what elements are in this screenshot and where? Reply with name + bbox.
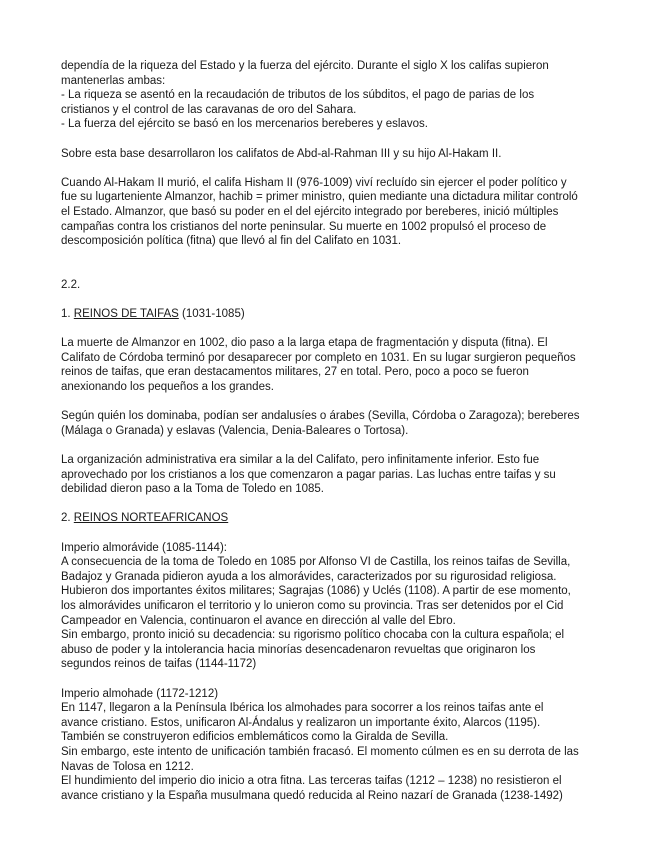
- paragraph-califatos: [61, 147, 609, 162]
- text-line: avance cristiano y la España musulmana quedó reducida al Reino nazarí de Granada (1238-1492): [61, 789, 563, 802]
- text-line: - La fuerza del ejército se basó en los mercenarios bereberes y eslavos.: [61, 118, 428, 131]
- text-line: Campeador en Valencia, continuaron el avance en dirección al valle del Ebro.: [61, 614, 456, 627]
- text-line: El hundimiento del imperio dio inicio a otra fitna. Las terceras taifas (1212 – 1238) no resistieron el: [61, 775, 562, 788]
- document-page: [61, 59, 609, 803]
- text-line: debilidad dieron paso a la Toma de Toledo en 1085.: [61, 483, 325, 496]
- text-line: Imperio almohade (1172-1212): [61, 687, 219, 700]
- text-line: dependía de la riqueza del Estado y la fuerza del ejército. Durante el siglo X los califas supieron: [61, 60, 549, 72]
- paragraph-organizacion: [61, 453, 609, 497]
- text-line: Sin embargo, pronto inició su decadencia: su rigorismo político chocaba con la cultura española; el: [61, 629, 565, 642]
- text-line: A consecuencia de la toma de Toledo en 1085 por Alfonso VI de Castilla, los reinos taifas de Sevilla,: [61, 556, 571, 569]
- text-line: Según quién los dominaba, podían ser andalusíes o árabes (Sevilla, Córdoba o Zaragoza); bereberes: [61, 410, 580, 423]
- paragraph-almanzor: [61, 176, 609, 249]
- text-line: Badajoz y Granada pidieron ayuda a los almorávides, caracterizados por su rigurosidad religiosa.: [61, 570, 557, 583]
- paragraph-fragmentacion: [61, 336, 609, 394]
- text-line: fue su lugarteniente Almanzor, hachib = primer ministro, quien mediante una dictadura militar controló: [61, 191, 578, 204]
- text-line: Sobre esta base desarrollaron los califatos de Abd-al-Rahman III y su hijo Al-Hakam II.: [61, 147, 502, 160]
- heading-reinos-de-taifas: [61, 307, 609, 322]
- heading-prefix: 2.: [61, 512, 74, 525]
- heading-suffix: (1031-1085): [178, 308, 245, 321]
- paragraph-almoravide: [61, 541, 609, 672]
- heading-prefix: 1.: [61, 308, 74, 321]
- text-line: Sin embargo, este intento de unificación también fracasó. El momento cúlmen es en su derrota de las: [61, 745, 579, 758]
- text-line: descomposición política (fitna) que llevó al fin del Califato en 1031.: [61, 235, 402, 248]
- paragraph-dominio: [61, 409, 609, 438]
- paragraph-almohade: [61, 687, 609, 804]
- text-line: Cuando Al-Hakam II murió, el califa Hisham II (976-1009) viví recluído sin ejercer el poder político y: [61, 176, 567, 189]
- text-line: el Estado. Almanzor, que basó su poder en el del ejército integrado por bereberes, inició múltiples: [61, 205, 559, 218]
- heading-title: REINOS DE TAIFAS: [73, 308, 179, 321]
- text-line: Hubieron dos importantes éxitos militares; Sagrajas (1086) y Uclés (1108). A partir de ese momento,: [61, 585, 571, 598]
- text-line: Imperio almorávide (1085-1144):: [61, 541, 227, 554]
- text-line: reinos de taifas, que eran destacamentos militares, 27 en total. Pero, poco a poco se fueron: [61, 366, 529, 379]
- heading-reinos-norteafricanos: [61, 511, 609, 526]
- text-line: Navas de Tolosa en 1212.: [61, 760, 194, 773]
- section-number: 2.2.: [61, 278, 81, 291]
- text-line: campañas contra los cristianos del norte peninsular. Su muerte en 1002 propulsó el proceso de: [61, 220, 547, 233]
- text-line: - La riqueza se asentó en la recaudación de tributos de los súbditos, el pago de parias de los: [61, 89, 535, 102]
- text-line: los almorávides unificaron el territorio y lo unieron como su provincia. Tras ser detenidos por el Cid: [61, 599, 564, 612]
- text-line: También se construyeron edificios emblemáticos como la Giralda de Sevilla.: [61, 731, 449, 744]
- text-line: mantenerlas ambas:: [61, 74, 166, 87]
- text-line: La muerte de Almanzor en 1002, dio paso a la larga etapa de fragmentación y disputa (fitna). El: [61, 337, 548, 350]
- text-line: segundos reinos de taifas (1144-1172): [61, 658, 257, 671]
- heading-title: REINOS NORTEAFRICANOS: [73, 512, 229, 525]
- text-line: Califato de Córdoba terminó por desaparecer por completo en 1031. En su lugar surgieron pequeños: [61, 351, 576, 364]
- paragraph-califato-riqueza: [61, 59, 609, 132]
- text-line: anexionando los pequeños a los grandes.: [61, 381, 274, 394]
- text-line: abuso de poder y la intolerancia hacia minorías desencadenaron revueltas que originaron los: [61, 643, 536, 656]
- text-line: La organización administrativa era similar a la del Califato, pero infinitamente inferior. Esto fue: [61, 454, 540, 467]
- text-line: aprovechado por los cristianos a los que comenzaron a pagar parias. Las luchas entre taifas y su: [61, 468, 556, 481]
- text-line: cristianos y el control de las caravanas de oro del Sahara.: [61, 103, 357, 116]
- text-line: En 1147, llegaron a la Península Ibérica los almohades para socorrer a los reinos taifas ante el: [61, 702, 544, 715]
- text-line: avance cristiano. Estos, unificaron Al-Ándalus y realizaron un importante éxito, Alarcos (1195).: [61, 716, 541, 729]
- text-line: (Málaga o Granada) y eslavas (Valencia, Denia-Baleares o Tortosa).: [61, 424, 409, 437]
